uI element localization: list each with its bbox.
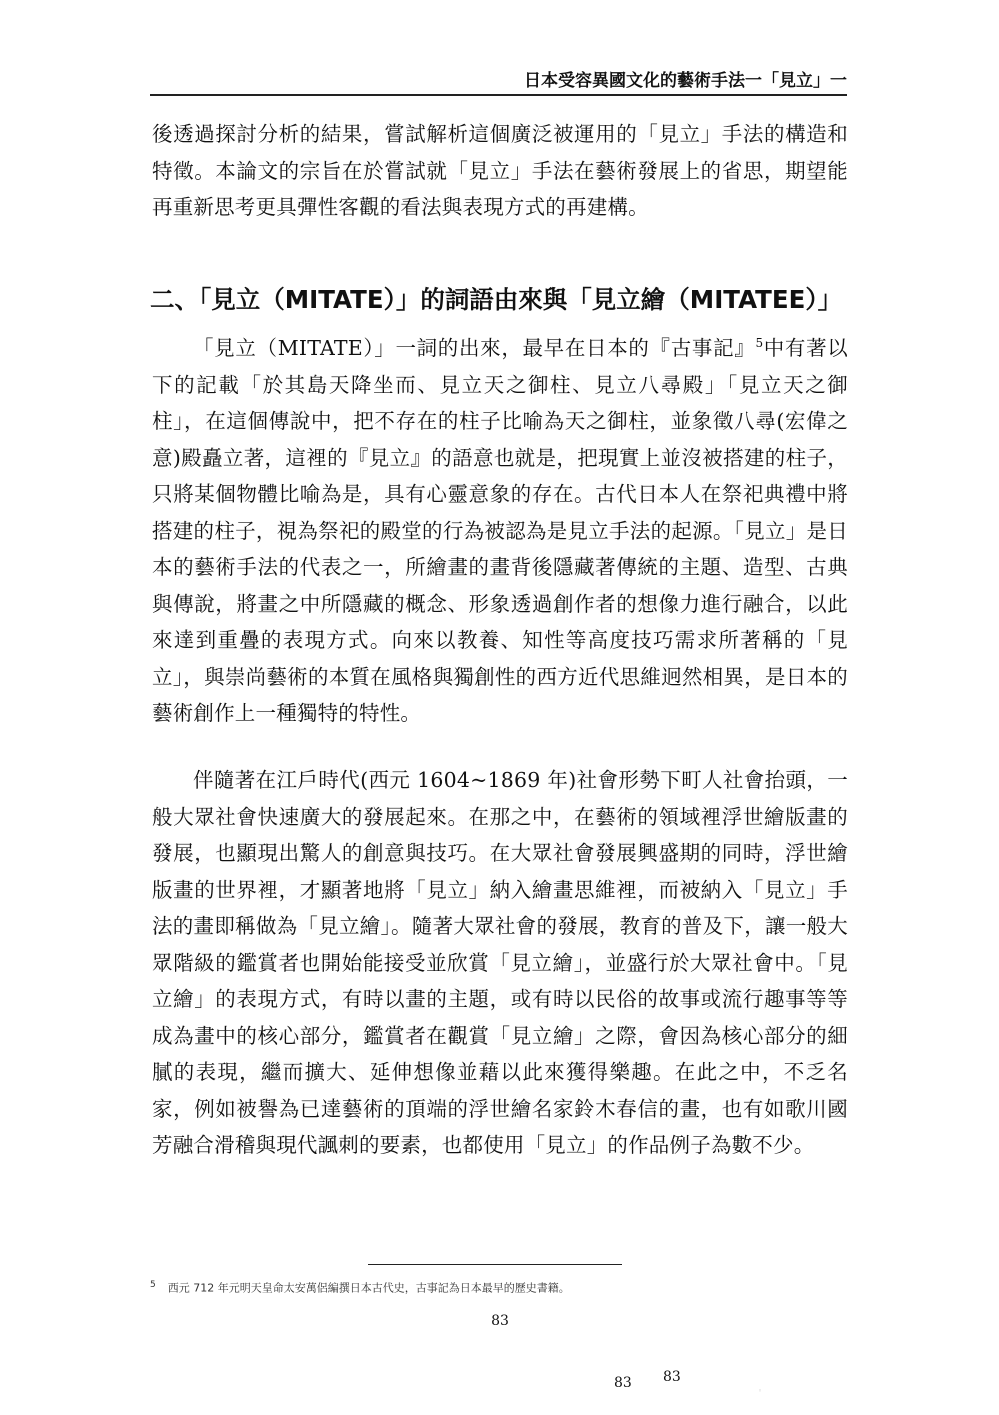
body-paragraph-1 [152,330,848,732]
paragraph-1-text-b: 中有著以下的記載「於其島天降坐而、見立天之御柱、見立八尋殿」「見立天之御柱」，在這個傳說中，把不存在的柱子比喻為天之御柱，並象徵八尋(宏偉之意)殿矗立著，這裡的『見立』的語意也就是，把現實上並沒被搭建的柱子，只將某個物體比喻為是，具有心靈意象的存在。古代日本人在祭祀典禮中將搭建的柱子，視為祭祀的殿堂的行為被認為是見立手法的起源。「見立」是日本的藝術手法的代表之一，所繪畫的畫背後隱藏著傳統的主題、造型、古典與傳說，將畫之中所隱藏的概念、形象透過創作者的想像力進行融合，以此來達到重疊的表現方式。向來以教養、知性等高度技巧需求所著稱的「見立」，與崇尚藝術的本質在風格與獨創性的西方近代思維迥然相異，是日本的藝術創作上一種獨特的特性。 [152,336,848,725]
footnote-rule [368,1264,622,1265]
duplicate-page-number: 83 [663,1369,681,1385]
footnote [150,1277,850,1297]
intro-paragraph: 後透過探討分析的結果，嘗試解析這個廣泛被運用的「見立」手法的構造和特徵。本論文的宗旨在於嘗試就「見立」手法在藝術發展上的省思，期望能再重新思考更具彈性客觀的看法與表現方式的再建構。 [152,122,848,219]
footnote-mark: 5 [150,1280,156,1290]
footnote-reference: 5 [755,336,764,351]
footnote-text: 西元 712 年元明天皇命太安萬侶編撰日本古代史，古事記為日本最早的歷史書籍。 [167,1281,570,1295]
header-rule [150,94,847,96]
scan-speck: ◦ [758,1387,763,1395]
duplicate-page-number: 83 [614,1375,632,1391]
paragraph-1-text-a: 「見立（MITATE）」一詞的出來，最早在日本的『古事記』 [193,336,756,360]
page-number: 83 [491,1313,509,1329]
body-paragraph-2: 伴隨著在江戶時代(西元 1604~1869 年)社會形勢下町人社會抬頭，一般大眾社會快速廣大的發展起來。在那之中，在藝術的領域裡浮世繪版畫的發展，也顯現出驚人的創意與技巧。在大眾社會發展興盛期的同時，浮世繪版畫的世界裡，才顯著地將「見立」納入繪畫思維裡，而被納入「見立」手法的畫即稱做為「見立繪」。隨著大眾社會的發展，教育的普及下，讓一般大眾階級的鑑賞者也開始能接受並欣賞「見立繪」，並盛行於大眾社會中。「見立繪」的表現方式，有時以畫的主題，或有時以民俗的故事或流行趣事等等成為畫中的核心部分，鑑賞者在觀賞「見立繪」之際，會因為核心部分的細膩的表現，繼而擴大、延伸想像並藉以此來獲得樂趣。在此之中，不乏名家，例如被譽為已達藝術的頂端的浮世繪名家鈴木春信的畫，也有如歌川國芳融合滑稽與現代諷刺的要素，也都使用「見立」的作品例子為數不少。 [152,768,848,1157]
running-header: 日本受容異國文化的藝術手法一「見立」一 [524,71,847,91]
section-heading: 二、「見立（MITATE）」的詞語由來與「見立繪（MITATEE）」 [150,285,843,314]
